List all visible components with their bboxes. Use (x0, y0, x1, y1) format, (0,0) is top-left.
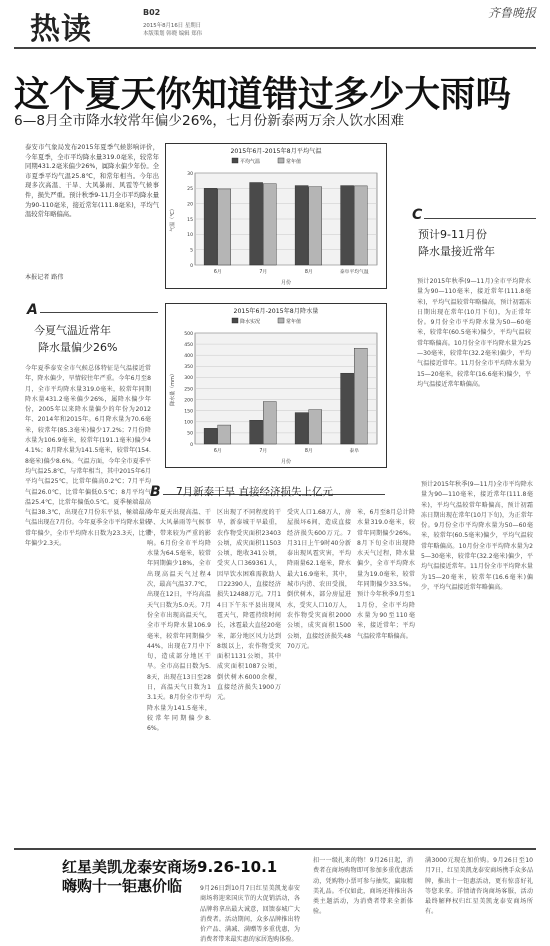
x-tick-label: 8月 (304, 270, 313, 275)
section-b-body-col4: 米，6月至8月总计降水量319.0毫米，较常年同期偏少26%。8月下旬全市出现降水天气过程，降水量偏少，全市平均降水量为19.0毫米，较常年同期偏少33.5%。预计今年秋季9月至11月份，全市平均降水量为90至110毫米，接近常年；平均气温较常年略偏高。 (357, 509, 415, 640)
section-a-title (34, 322, 164, 356)
x-tick-label: 8月 (304, 449, 313, 454)
paper-logo: 齐鲁晚报 (488, 6, 537, 20)
chart-title: 2015年6月-2015年8月降水量 (233, 308, 319, 315)
section-a-rule (40, 312, 158, 313)
ad-title-line1: 红星美凯龙泰安商场9.26-10.1 (62, 858, 278, 876)
x-tick-label: 泰阜平均气温 (339, 270, 369, 275)
y-tick-label: 50 (187, 431, 193, 437)
legend-swatch (232, 318, 238, 323)
y-tick-label: 5 (190, 248, 193, 254)
page-number: B02 (143, 8, 161, 17)
header-rule (14, 47, 536, 49)
section-b-body-col2: 区出现了不同程度的干旱，新泰城干旱最重，农作物受灾面积23403公顷，成灾面积11503公顷，绝收341公顷，受灾人口369361人，因旱饮水困难需救助人口22390人，直接经济损失12488万元。7月14日下午东平县出现风雹天气，降雹持续时间长，冰雹最大直径20毫米，部分地区风力达到8级以上，农作物受灾面积1131公顷，其中成灾面积1087公顷，倒伏树木6000余棵，直接经济损失1900万元。 (217, 509, 281, 702)
legend-swatch (278, 318, 284, 323)
bar-normal (309, 410, 322, 444)
masthead: 热读 (30, 12, 92, 47)
y-tick-label: 0 (190, 442, 193, 448)
issue-date: 2015年8月16日 星期日 (143, 23, 202, 29)
section-a-body: 今年夏季泰安全市气候总体特征是气温接近常年，降水偏少，旱情较往年严重。今年6月至8月，全市平均降水量319.0毫米，较常年同期降水量431.2毫米偏少26%，属降水偏少年份，2005年以来降水量偏少的年份为2012年、2014年和2015年。6月降水量为70.6毫米，较常年(85.3毫米)偏少17.2%；7月份降水量为106.9毫米，较常年(191.1毫米)偏少44.1%；8月降水量为141.5毫米，较常年(154.8毫米)偏少8.6%。气温方面，今年全市夏季平均气温25.8℃，与常年相当，其中2015年6月平均气温25℃，比常年偏高0.2℃；7月平均气温26.0℃，比常年偏低0.5℃；8月平均气温25.4℃，比常年偏低0.5℃。夏季極端最高气温38.3℃，出现在7月份东平县，極端最高气温出现在7月份。今年夏季全市平均降水量较常年偏少，全市平均降水日数为23.3天，比常年偏少2.3天。 (25, 365, 151, 548)
chart-temperature (165, 143, 387, 289)
y-tick-label: 150 (184, 409, 193, 415)
section-a-title-line2: 降水量偏少26% (38, 341, 118, 354)
y-tick-label: 350 (184, 365, 193, 371)
section-c-title-line1: 预计9-11月份 (418, 228, 487, 241)
y-tick-label: 15 (187, 217, 193, 223)
bar-actual (204, 428, 217, 444)
legend-swatch (232, 158, 238, 163)
y-axis-label: 气温（℃） (170, 206, 176, 232)
bar-actual (295, 186, 308, 265)
x-tick-label: 6月 (213, 270, 222, 275)
y-tick-label: 10 (187, 233, 193, 239)
section-c-title-line2: 降水量接近常年 (418, 245, 495, 258)
section-c-title (418, 226, 538, 260)
y-tick-label: 250 (184, 387, 193, 393)
ad-separator (14, 848, 536, 850)
chart-precipitation (165, 303, 387, 468)
headline: 这个夏天你知道错过多少大雨吗 (14, 74, 512, 115)
y-axis-label: 降水量（mm） (170, 371, 176, 406)
x-tick-label: 6月 (213, 449, 222, 454)
chart-temperature-svg (165, 143, 387, 289)
chart-title: 2015年6月-2015年8月平均气温 (230, 148, 322, 155)
x-tick-label: 7月 (259, 449, 268, 454)
bar-actual (341, 373, 354, 444)
chart-precipitation-svg (165, 303, 387, 468)
ad-body-col3: 满3000元现在加价购。9月26日至10月7日，红星美凯龙泰安商场携手众多品牌，推出十一钜惠活动，更有惊喜好礼等您来拿。详情请咨询商场客服，活动最终解释权归红星美凯龙泰安商场所有。 (425, 857, 533, 916)
bar-normal (354, 348, 367, 444)
y-tick-label: 200 (184, 398, 193, 404)
y-tick-label: 25 (187, 187, 193, 193)
section-c-letter: C (412, 207, 423, 223)
x-tick-label: 泰阜 (349, 449, 360, 454)
section-c-body-cont: 预计2015年秋季(9—11月)全市平均降水量为90—110毫米，接近常年(111.8毫米)，平均气温较常年略偏高，预计初霜冻日期出现在常年(10月下旬)，为正常年份。9月份全市平均降水量为50—60毫米，较常年(60.5毫米)偏少，平均气温较常年略偏高。10月份全市平均降水量为25—30毫米，较常年(32.2毫米)偏少，平均气温接近常年。11月份全市平均降水量为15—20毫米，较常年(16.6毫米)偏少，平均气温接近常年略偏高。 (421, 481, 533, 591)
bar-actual (341, 186, 354, 265)
section-b-body-col3: 受灾人口1.68万人，房屋损坏6间，造成直接经济损失600万元。7月31日上午9时40分新泰出现风雹灾害，平均降雨量62.1毫米，降水最大16.9毫米，其中，城市内涝、农田受损，倒伏树木，部分房屋进水，受灾人口10万人，农作物受灾面积2000公顷，成灾面积1500公顷，直接经济损失4870万元。 (287, 509, 351, 650)
section-b-letter: B (150, 484, 161, 500)
y-tick-label: 500 (184, 331, 193, 337)
lead-paragraph: 泰安市气象局发布2015年夏季气候影响评价，今年夏季，全市平均降水量319.0毫米，较常年同期431.2毫米偏少26%，属降水偏少年份。全市夏季平均气温25.8℃，和常年相当。今年出现多次高温、干旱、大风暴雨、风雹等气候事件，损失严重。预计秋季9-11月全市平均降水量为90-110毫米，接近常年(111.8毫米)，平均气温较常年略偏高。 (25, 144, 159, 219)
legend-label: 常年值 (286, 159, 302, 165)
x-axis-label: 月份 (280, 280, 292, 286)
bar-normal (218, 189, 231, 265)
section-c-rule (424, 218, 536, 219)
bar-actual (204, 188, 217, 265)
section-c-body: 预计2015年秋季(9—11月)全市平均降水量为90—110毫米，接近常年(111.8毫米)，平均气温较常年略偏高，预计初霜冻日期出现在常年(10月下旬)，为正常年份。9月份全市平均降水量为50—60毫米，较常年(60.5毫米)偏少，平均气温较常年略偏高。10月份全市平均降水量为25—30毫米，较常年(32.2毫米)偏少，平均气温接近常年。11月份全市平均降水量为15—20毫米，较常年(16.6毫米)偏少，平均气温接近常年略偏高。 (417, 278, 531, 388)
bar-actual (250, 420, 263, 444)
legend-label: 降水实况 (240, 319, 261, 325)
section-b-body-col1: 今年夏天出现高温、干旱、大风暴雨等气候事件，带来较为严重的影响。6月份全市平均降水量为64.5毫米，较常年同期偏少18%，全市出现高温天气过程4次，最高气温37.7℃，出现在12日，平均高温天气日数为5.0天。7月份全市出现高温天气，全市平均降水量106.9毫米，较常年同期偏少44%，出现在7月中下旬，造成部分地区干旱。全市高温日数为5.8天，出现在13日至28日，高温天气日数为13.1天。8月份全市平均降水量为141.5毫米，较常年同期偏少8.6%。 (147, 509, 211, 733)
section-b-title: 7月新泰干旱 直接经济损失上亿元 (176, 486, 334, 498)
section-a-title-line1: 今夏气温近常年 (34, 324, 111, 337)
bar-actual (250, 183, 263, 265)
ad-body-col1: 9月26日到10月7日红星美凯龙泰安商场将迎来国庆节的大促销活动，各品牌将拿出最大诚意，回馈泰城广大消费者。活动期间，众多品牌推出特价产品、满减、满赠等多重优惠，为消费者带来最实惠的家居选购体验。 (200, 885, 300, 944)
bar-normal (263, 402, 276, 444)
y-tick-label: 400 (184, 354, 193, 359)
bar-normal (218, 425, 231, 444)
y-tick-label: 450 (184, 342, 193, 348)
legend-label: 常年值 (286, 319, 302, 325)
subheadline: 6—8月全市降水较常年偏少26%，七月份新泰两万余人饮水困难 (14, 113, 405, 129)
ad-title-line2: 嗨购十一钜惠价临 (62, 877, 183, 895)
reporter-byline: 本报记者 路伟 (25, 274, 64, 281)
x-axis-label: 月份 (280, 459, 292, 465)
bar-normal (309, 187, 322, 265)
bar-normal (263, 184, 276, 265)
bar-actual (295, 413, 308, 444)
y-tick-label: 0 (190, 263, 193, 269)
bar-normal (354, 186, 367, 265)
y-tick-label: 100 (184, 420, 193, 426)
legend-label: 平均气温 (240, 159, 261, 165)
ad-body-col2: 扣一一级扎来的物！9月26日起，消费者在商场购物即可参加多重优惠活动，凭购物小票可参与抽奖，赢取精美礼品。不仅如此，商场还将推出各类主题活动，为消费者带来全新体验。 (313, 857, 413, 916)
y-tick-label: 300 (184, 376, 193, 382)
editor-credits: 本版策划 韩晓 编辑 郑伟 (143, 31, 203, 37)
x-tick-label: 7月 (259, 270, 268, 275)
y-tick-label: 30 (187, 171, 193, 177)
legend-swatch (278, 158, 284, 163)
y-tick-label: 20 (187, 202, 193, 208)
section-a-letter: A (27, 302, 38, 318)
